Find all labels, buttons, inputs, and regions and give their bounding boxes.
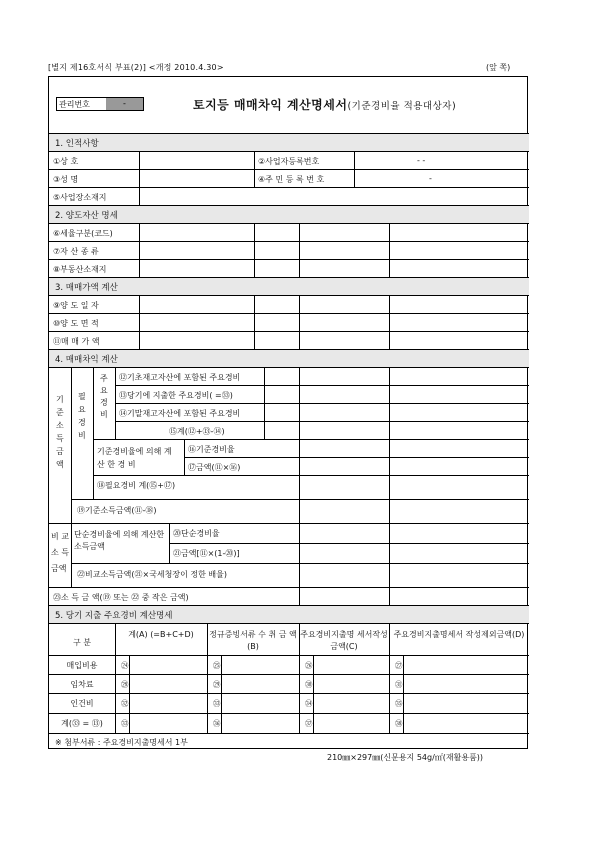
sale-price-label: ⑪매 매 가 액 [53, 337, 100, 346]
main-expense-label: 주요경비 [100, 374, 108, 419]
row-label: 매입비용 [66, 661, 98, 670]
page-side-label: (앞 쪽) [486, 63, 511, 72]
row-mark: ㉚ [305, 680, 313, 689]
resident-reg-value[interactable]: - [429, 174, 432, 183]
form-title-sub: (기준경비율 적용대상자) [347, 101, 457, 112]
row-mark: ㉙ [213, 680, 221, 689]
main-expense-total-label: ⑮계(⑫+⑬-⑭) [169, 427, 225, 436]
current-expense-label: ⑬당기에 지출한 주요경비( =㉝) [119, 391, 233, 400]
col-excluded-amount: 주요경비지출명세서 작성제외금액(D) [393, 630, 525, 639]
simple-amount-label: ㉑금액[⑪×(1-⑳)] [173, 549, 240, 558]
row-mark: ㉕ [213, 661, 221, 670]
paper-spec: 210㎜×297㎜(신문용지 54g/㎡(재활용품)) [327, 753, 484, 762]
closing-inventory-label: ⑭기말재고자산에 포함된 주요경비 [119, 409, 241, 418]
property-location-label: ⑧부동산소재지 [53, 265, 107, 274]
ratio-calc-label: 기준경비율에 의해 계 산 한 경 비 [97, 447, 172, 469]
section-profit-title: 4. 매매차익 계산 [49, 349, 529, 367]
ratio-amount-label: ⑰금액(⑪×⑯) [188, 463, 241, 472]
row-mark: ㉜ [121, 699, 129, 708]
col-statement-amount: 주요경비지출명 세서작성금액(C) [300, 630, 388, 651]
row-mark: ㉛ [395, 680, 403, 689]
transfer-date-label: ⑨양 도 일 자 [53, 301, 99, 310]
tax-form [48, 76, 528, 749]
name-label: ③성 명 [53, 175, 79, 184]
income-amount-label: ㉓소 득 금 액(⑲ 또는 ㉒ 중 작은 금액) [53, 593, 189, 602]
opening-inventory-label: ⑫기초재고자산에 포함된 주요경비 [119, 373, 241, 382]
row-mark: ㊱ [213, 719, 221, 728]
form-title-main: 토지등 매매차익 계산명세서 [193, 98, 348, 112]
needed-expense-label: 필요경비 [78, 392, 86, 440]
row-mark: ㉗ [395, 661, 403, 670]
resident-reg-label: ④주 민 등 록 번 호 [258, 175, 325, 184]
row-mark: ㉘ [121, 680, 129, 689]
management-number-value[interactable]: - [106, 98, 143, 110]
management-number-box [56, 97, 144, 111]
row-label: 계(㉝ = ⑬) [61, 719, 103, 728]
standard-ratio-label: ⑯기준경비율 [188, 445, 235, 454]
section-expense-title: 5. 당기 지출 주요경비 계산명세 [49, 605, 529, 623]
section-asset-title: 2. 양도자산 명세 [49, 205, 529, 223]
business-reg-value[interactable]: - - [417, 156, 426, 165]
attachment-note: ※ 첨부서류 : 주요경비지출명세서 1부 [55, 738, 188, 747]
form-title [193, 96, 456, 113]
base-income-total-label: ⑲기준소득금액(⑪-⑱) [77, 506, 157, 515]
asset-type-label: ⑦자 산 종 류 [53, 247, 99, 256]
row-mark: ㊳ [395, 719, 403, 728]
row-mark: ㉖ [305, 661, 313, 670]
form-reference: [별지 제16호서식 부표(2)] <개정 2010.4.30> [48, 63, 224, 72]
row-label: 임차료 [70, 680, 94, 689]
section-personal-info-title: 1. 인적사항 [49, 133, 529, 151]
simple-ratio-calc-label: 단순경비율에 의해 계산한 소득금액 [74, 530, 165, 551]
col-receipt-amount: 정규증빙서류 수 취 금 액(B) [209, 630, 297, 651]
compare-income-label: 비 교 소 득 금액 [51, 532, 69, 573]
base-income-label: 기준소득금액 [56, 395, 64, 469]
trade-name-label: ①상 호 [53, 157, 79, 166]
needed-expense-total-label: ⑱필요경비 계(⑮+⑰) [97, 481, 176, 490]
simple-ratio-label: ⑳단순경비율 [173, 529, 220, 538]
business-reg-label: ②사업자등록번호 [258, 157, 320, 166]
row-mark: ㉟ [395, 699, 403, 708]
compare-amount-label: ㉒비교소득금액(㉑×국세청장이 정한 배율) [77, 570, 227, 579]
row-label: 인건비 [70, 699, 94, 708]
col-category: 구 분 [73, 638, 91, 647]
row-mark: ㊲ [305, 719, 313, 728]
row-mark: ㉔ [121, 661, 129, 670]
tax-rate-code-label: ⑥세율구분(코드) [53, 229, 113, 238]
section-price-title: 3. 매매가액 계산 [49, 277, 529, 295]
transfer-area-label: ⑩양 도 면 적 [53, 319, 99, 328]
col-total: 계(A) (=B+C+D) [128, 630, 194, 639]
management-number-label: 관리번호 [59, 100, 90, 109]
row-mark: ㉝ [121, 719, 129, 728]
row-mark: ㉞ [305, 699, 313, 708]
business-address-label: ⑤사업장소재지 [53, 193, 107, 202]
row-mark: ㉝ [213, 699, 221, 708]
